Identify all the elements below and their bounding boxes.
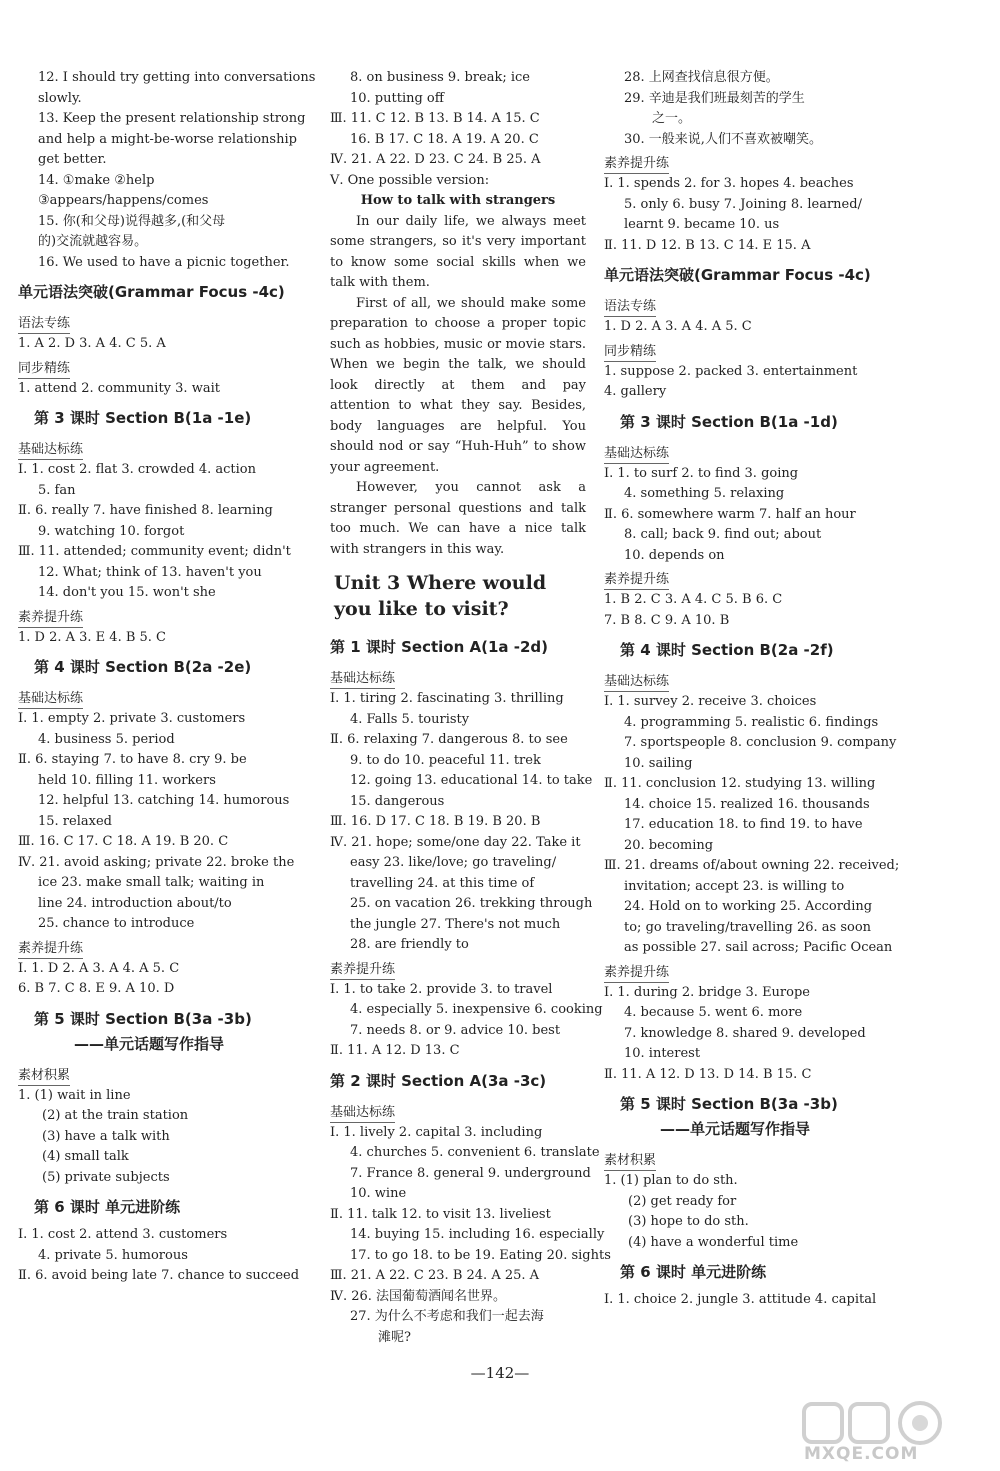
answer-line: 1. D 2. A 3. A 4. A 5. C: [604, 319, 752, 334]
answer-line: (4) small talk: [42, 1149, 129, 1164]
answer-line: Ⅱ. 6. really 7. have finished 8. learning: [18, 503, 273, 518]
answer-line: 1. (1) wait in line: [18, 1087, 131, 1103]
exercise-type-label: 素养提升练: [330, 960, 395, 980]
section-subheading: ——单元话题写作指导: [74, 1034, 225, 1053]
exercise-type-label: 素养提升练: [604, 963, 669, 983]
answer-line: 7. knowledge 8. shared 9. developed: [624, 1025, 866, 1041]
answer-line: the jungle 27. There's not much: [350, 916, 561, 932]
watermark-url: MXQE.COM: [804, 1444, 919, 1464]
section-heading: 第 5 课时 Section B(3a -3b): [34, 1009, 252, 1028]
answer-line: Ⅰ. 1. cost 2. flat 3. crowded 4. action: [18, 462, 256, 477]
answer-line: Ⅱ. 11. conclusion 12. studying 13. willing: [604, 776, 876, 791]
section-heading: 第 1 课时 Section A(1a -2d): [330, 638, 548, 656]
answer-line: 5. fan: [38, 482, 76, 498]
answer-line: 14. don't you 15. won't she: [38, 585, 216, 600]
section-heading: 第 2 课时 Section A(3a -3c): [330, 1071, 547, 1090]
exercise-type-label: 同步精练: [18, 359, 70, 379]
answer-line: 16. B 17. C 18. A 19. A 20. C: [350, 131, 539, 147]
answer-line: Ⅱ. 6. relaxing 7. dangerous 8. to see: [330, 732, 568, 747]
answer-line: 25. chance to introduce: [38, 916, 195, 931]
section-heading: 第 5 课时 Section B(3a -3b): [620, 1095, 838, 1113]
essay-paragraph: In our daily life, we always meet some strangers, so it's very important to know some social skills when we talk with them.: [330, 213, 586, 290]
answer-line: 16. We used to have a picnic together.: [38, 254, 290, 270]
answer-line: Ⅰ. 1. to take 2. provide 3. to travel: [330, 981, 553, 997]
answer-line: Ⅰ. 1. cost 2. attend 3. customers: [18, 1227, 228, 1242]
answer-line: 27. 为什么不考虑和我们一起去海: [350, 1309, 544, 1324]
answer-line: 8. on business 9. break; ice: [350, 70, 530, 85]
section-heading: 第 3 课时 Section B(1a -1e): [34, 409, 252, 427]
answer-line: Ⅰ. 1. lively 2. capital 3. including: [330, 1124, 543, 1140]
exercise-type-label: 语法专练: [604, 297, 656, 317]
exercise-type-label: 素材积累: [18, 1066, 70, 1086]
answer-line: (3) hope to do sth.: [628, 1214, 749, 1229]
exercise-type-label: 素养提升练: [604, 154, 669, 174]
answer-line: 7. B 8. C 9. A 10. B: [604, 612, 730, 628]
answer-line: learnt 9. became 10. us: [624, 217, 780, 232]
answer-line: Ⅳ. 21. A 22. D 23. C 24. B 25. A: [330, 152, 541, 167]
answer-line: ③appears/happens/comes: [38, 193, 209, 208]
answer-line: Ⅱ. 11. D 12. B 13. C 14. E 15. A: [604, 237, 811, 253]
exercise-type-label: 基础达标练: [330, 669, 395, 689]
answer-line: 13. Keep the present relationship strong: [38, 111, 306, 126]
answer-line: to; go traveling/travelling 26. as soon: [624, 919, 872, 935]
exercise-type-label: 素材积累: [604, 1151, 656, 1171]
exercise-type-label: 素养提升练: [18, 939, 83, 959]
answer-line: easy 23. like/love; go traveling/: [350, 855, 557, 870]
section-heading: 单元语法突破(Grammar Focus -4c): [18, 283, 285, 301]
answer-line: 6. B 7. C 8. E 9. A 10. D: [18, 981, 175, 996]
exercise-type-label: 同步精练: [604, 342, 656, 362]
answer-line: 4. churches 5. convenient 6. translate: [350, 1145, 600, 1160]
answer-line: 1. suppose 2. packed 3. entertainment: [604, 363, 858, 379]
watermark-icon: [800, 1398, 990, 1446]
answer-line: 12. What; think of 13. haven't you: [38, 564, 262, 580]
answer-line: travelling 24. at this time of: [350, 875, 535, 891]
exercise-type-label: 语法专练: [18, 314, 70, 334]
section-heading: 第 3 课时 Section B(1a -1d): [620, 412, 838, 431]
answer-line: Ⅲ. 16. C 17. C 18. A 19. B 20. C: [18, 834, 229, 849]
section-heading: 第 4 课时 Section B(2a -2e): [34, 658, 252, 676]
answer-line: 1. (1) plan to do sth.: [604, 1173, 738, 1188]
exercise-type-label: 基础达标练: [330, 1103, 395, 1123]
answer-line: 4. because 5. went 6. more: [624, 1005, 803, 1020]
answer-line: 4. programming 5. realistic 6. findings: [624, 714, 879, 730]
answer-line: 14. ①make ②help: [38, 172, 155, 188]
answer-line: 28. are friendly to: [350, 937, 469, 952]
answer-line: Ⅳ. 26. 法国葡萄酒闻名世界。: [330, 1288, 507, 1304]
answer-line: 1. B 2. C 3. A 4. C 5. B 6. C: [604, 592, 783, 607]
exercise-type-label: 素养提升练: [604, 570, 669, 590]
answer-line: slowly.: [38, 90, 82, 106]
answer-line: 10. depends on: [624, 547, 725, 563]
column-middle: [330, 68, 611, 1348]
answer-line: Ⅱ. 6. somewhere warm 7. half an hour: [604, 506, 856, 522]
answer-line: 9. to do 10. peaceful 11. trek: [350, 752, 541, 768]
exercise-type-label: 基础达标练: [604, 444, 669, 464]
answer-line: Ⅴ. One possible version:: [330, 172, 490, 188]
answer-line: Ⅱ. 11. A 12. D 13. D 14. B 15. C: [604, 1066, 812, 1082]
answer-line: 7. sportspeople 8. conclusion 9. company: [624, 735, 897, 750]
answer-line: 12. helpful 13. catching 14. humorous: [38, 793, 290, 808]
answer-line: Ⅰ. 1. during 2. bridge 3. Europe: [604, 984, 810, 1000]
answer-line: 4. especially 5. inexpensive 6. cooking: [350, 1002, 603, 1017]
answer-line: 17. to go 18. to be 19. Eating 20. sights: [350, 1247, 611, 1263]
answer-line: 7. needs 8. or 9. advice 10. best: [350, 1022, 561, 1038]
answer-line: invitation; accept 23. is willing to: [624, 878, 845, 894]
answer-line: as possible 27. sail across; Pacific Ocean: [624, 940, 893, 955]
watermark-logo: [800, 1398, 990, 1466]
answer-line: Ⅱ. 11. A 12. D 13. C: [330, 1043, 460, 1058]
answer-line: 8. call; back 9. find out; about: [624, 527, 822, 542]
answer-line: 15. 你(和父母)说得越多,(和父母: [38, 213, 226, 229]
answer-line: Ⅲ. 21. dreams of/about owning 22. received;: [604, 858, 900, 873]
column-left: [18, 68, 316, 1287]
essay-paragraph: However, you cannot ask a stranger personal questions and talk too much. We can have a nice talk with strangers in this way.: [330, 480, 586, 557]
answer-line: (5) private subjects: [42, 1169, 170, 1185]
essay-title: How to talk with strangers: [360, 193, 556, 208]
answer-line: held 10. filling 11. workers: [38, 772, 216, 788]
answer-line: 4. something 5. relaxing: [624, 486, 785, 501]
answer-line: 10. wine: [350, 1186, 407, 1201]
answer-line: 15. relaxed: [38, 813, 112, 829]
answer-line: (4) have a wonderful time: [628, 1234, 799, 1250]
answer-line: 25. on vacation 26. trekking through: [350, 896, 593, 911]
answer-line: Ⅰ. 1. choice 2. jungle 3. attitude 4. capital: [604, 1292, 877, 1307]
answer-line: Ⅱ. 11. talk 12. to visit 13. liveliest: [330, 1206, 551, 1222]
answer-line: 14. choice 15. realized 16. thousands: [624, 796, 870, 812]
answer-line: Ⅲ. 16. D 17. C 18. B 19. B 20. B: [330, 814, 541, 829]
answer-line: 4. private 5. humorous: [38, 1247, 188, 1263]
exercise-type-label: 基础达标练: [18, 440, 83, 460]
answer-line: line 24. introduction about/to: [38, 895, 232, 911]
section-heading: 第 6 课时 单元进阶练: [34, 1198, 181, 1216]
answer-line: 24. Hold on to working 25. According: [624, 899, 873, 914]
answer-line: 12. going 13. educational 14. to take: [350, 773, 593, 788]
answer-line: Ⅱ. 6. avoid being late 7. chance to succeed: [18, 1268, 300, 1283]
answer-line: Ⅰ. 1. survey 2. receive 3. choices: [604, 694, 817, 709]
answer-line: 4. gallery: [604, 384, 667, 399]
answer-line: 4. business 5. period: [38, 731, 175, 747]
answer-line: Ⅲ. 11. attended; community event; didn't: [18, 544, 291, 559]
answer-line: Ⅳ. 21. avoid asking; private 22. broke the: [18, 854, 295, 870]
answer-line: (2) at the train station: [42, 1108, 189, 1123]
answer-line: 9. watching 10. forgot: [38, 523, 185, 539]
exercise-type-label: 基础达标练: [18, 689, 83, 709]
answer-line: 12. I should try getting into conversations: [38, 70, 316, 85]
answer-line: 20. becoming: [624, 837, 714, 853]
answer-line: Ⅲ. 11. C 12. B 13. B 14. A 15. C: [330, 111, 540, 126]
answer-line: ice 23. make small talk; waiting in: [38, 875, 265, 890]
section-subheading: ——单元话题写作指导: [660, 1120, 811, 1138]
page-number: —142—: [470, 1364, 530, 1382]
unit-title: Unit 3 Where would you like to visit?: [334, 572, 547, 620]
answer-line: 7. France 8. general 9. underground: [350, 1165, 591, 1181]
answer-line: 5. only 6. busy 7. Joining 8. learned/: [624, 196, 862, 212]
answer-line: Ⅰ. 1. tiring 2. fascinating 3. thrilling: [330, 691, 564, 706]
exercise-type-label: 素养提升练: [18, 608, 83, 628]
section-heading: 单元语法突破(Grammar Focus -4c): [604, 266, 871, 284]
answer-line: 1. attend 2. community 3. wait: [18, 380, 220, 396]
answer-line: Ⅰ. 1. to surf 2. to find 3. going: [604, 465, 799, 481]
answer-line: Ⅳ. 21. hope; some/one day 22. Take it: [330, 834, 581, 850]
answer-line: Ⅰ. 1. D 2. A 3. A 4. A 5. C: [18, 960, 180, 976]
answer-line: Ⅲ. 21. A 22. C 23. B 24. A 25. A: [330, 1268, 540, 1283]
answer-line: 30. 一般来说,人们不喜欢被嘲笑。: [624, 131, 822, 147]
answer-line: 10. putting off: [350, 90, 444, 106]
column-right: [604, 68, 900, 1311]
answer-line: 10. sailing: [624, 755, 693, 771]
answer-line: 之一。: [652, 111, 692, 126]
answer-line: 4. Falls 5. touristy: [350, 711, 470, 727]
answer-line: 28. 上网查找信息很方便。: [624, 70, 779, 85]
answer-line: get better.: [38, 152, 107, 167]
answer-line: 15. dangerous: [350, 793, 445, 809]
answer-line: 滩呢?: [378, 1329, 411, 1345]
answer-line: Ⅰ. 1. spends 2. for 3. hopes 4. beaches: [604, 176, 854, 191]
essay-paragraph: First of all, we should make some preparation to choose a proper topic such as hobbies, music or movie stars. When we begin the talk, we should look directly at them and pay attention to what they say. Besides, body languages are helpful. You should nod or say “Huh-Huh” to show your agreement.: [330, 295, 586, 475]
answer-line: 17. education 18. to find 19. to have: [624, 817, 863, 832]
answer-line: Ⅱ. 6. staying 7. to have 8. cry 9. be: [18, 752, 247, 767]
section-heading: 第 6 课时 单元进阶练: [620, 1263, 767, 1281]
answer-line: and help a might-be-worse relationship: [38, 131, 297, 147]
answer-line: 29. 辛迪是我们班最刻苦的学生: [624, 90, 805, 106]
answer-line: 1. A 2. D 3. A 4. C 5. A: [18, 336, 166, 351]
answer-line: Ⅰ. 1. empty 2. private 3. customers: [18, 711, 246, 726]
exercise-type-label: 基础达标练: [604, 672, 669, 692]
answer-line: 1. D 2. A 3. E 4. B 5. C: [18, 629, 167, 645]
answer-line: 10. interest: [624, 1046, 701, 1061]
answer-line: 14. buying 15. including 16. especially: [350, 1227, 605, 1242]
answer-line: 的)交流就越容易。: [38, 234, 148, 249]
answer-line: (3) have a talk with: [42, 1128, 170, 1144]
section-heading: 第 4 课时 Section B(2a -2f): [620, 641, 834, 659]
answer-line: (2) get ready for: [628, 1193, 737, 1209]
